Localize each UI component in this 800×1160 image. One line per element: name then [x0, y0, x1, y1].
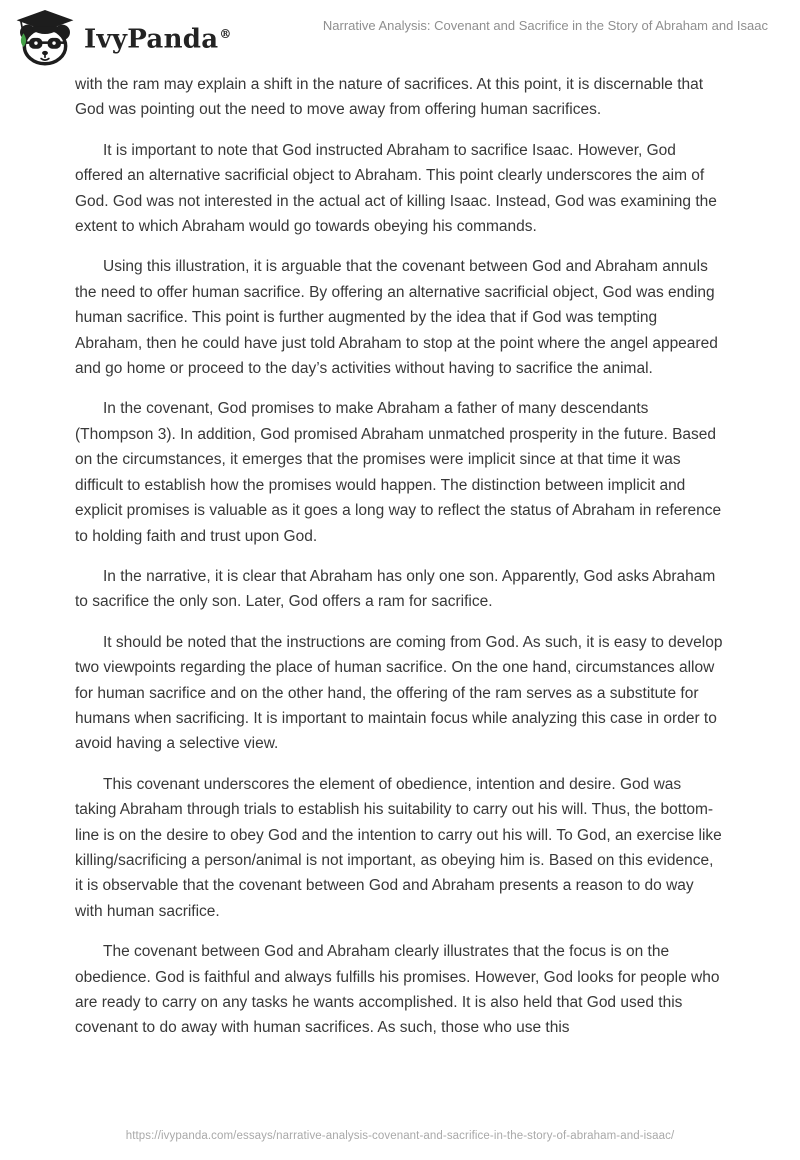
- ivypanda-logo: [14, 6, 232, 69]
- page-header: [14, 6, 768, 69]
- ivypanda-panda-icon: [14, 9, 76, 66]
- registered-trademark-symbol: ®: [219, 27, 232, 41]
- source-url-link[interactable]: https://ivypanda.com/essays/narrative-analysis-covenant-and-sacrifice-in-the-story-of-abraham-and-isaac/: [125, 1130, 675, 1142]
- page-footer: [0, 1126, 800, 1144]
- essay-paragraph: The covenant between God and Abraham clearly illustrates that the focus is on the obedience. God is faithful and always fulfills his promises. However, God looks for people who are ready to carry on any tasks he wants accomplished. It is also held that God used this covenant to do away with human sacrifices. As such, those who use this: [75, 943, 720, 1037]
- logo-wordmark: [84, 6, 232, 69]
- essay-paragraph: This covenant underscores the element of obedience, intention and desire. God was taking Abraham through trials to establish his suitability to carry out his will. Thus, the bottom-line is on the desire to obey God and the intention to carry out his will. To God, an exercise like killing/sacrificing a person/animal is not important, as obeying him is. Based on this evidence, it is observable that the covenant between God and Abraham presents a reason to do way with human sacrifice.: [75, 775, 722, 920]
- essay-paragraph: In the covenant, God promises to make Abraham a father of many descendants (Thompson 3). In addition, God promised Abraham unmatched prosperity in the future. Based on the circumstances, it emerges that the promises were implicit since at that time it was difficult to establish how the promises would happen. The distinction between implicit and explicit promises is valuable as it goes a long way to reflect the status of Abraham in reference to holding faith and trust upon God.: [75, 400, 722, 545]
- essay-paragraph: Using this illustration, it is arguable that the covenant between God and Abraham annuls the need to offer human sacrifice. By offering an alternative sacrificial object, God was ending human sacrifice. This point is further augmented by the idea that if God was tempting Abraham, then he could have just told Abraham to stop at the point where the angel appeared and go home or proceed to the day’s activities without having to sacrifice the animal.: [75, 258, 718, 378]
- essay-paragraph: It should be noted that the instructions are coming from God. As such, it is easy to develop two viewpoints regarding the place of human sacrifice. On the one hand, circumstances allow for human sacrifice and on the other hand, the offering of the ram serves as a substitute for humans when sacrificing. It is important to maintain focus while analyzing this case in order to avoid having a selective view.: [75, 633, 723, 753]
- logo-text: IvyPanda: [84, 24, 219, 55]
- essay-paragraph: In the narrative, it is clear that Abraham has only one son. Apparently, God asks Abraham to sacrifice the only son. Later, God offers a ram for sacrifice.: [75, 567, 716, 611]
- essay-body: [75, 72, 725, 1056]
- essay-paragraph: with the ram may explain a shift in the nature of sacrifices. At this point, it is discernable that God was pointing out the need to move away from offering human sacrifices.: [75, 76, 704, 119]
- essay-paragraph: It is important to note that God instructed Abraham to sacrifice Isaac. However, God offered an alternative sacrificial object to Abraham. This point clearly underscores the aim of God. God was not interested in the actual act of killing Isaac. Instead, God was examining the extent to which Abraham would go towards obeying his commands.: [75, 141, 717, 236]
- document-title: Narrative Analysis: Covenant and Sacrifice in the Story of Abraham and Isaac: [322, 18, 768, 33]
